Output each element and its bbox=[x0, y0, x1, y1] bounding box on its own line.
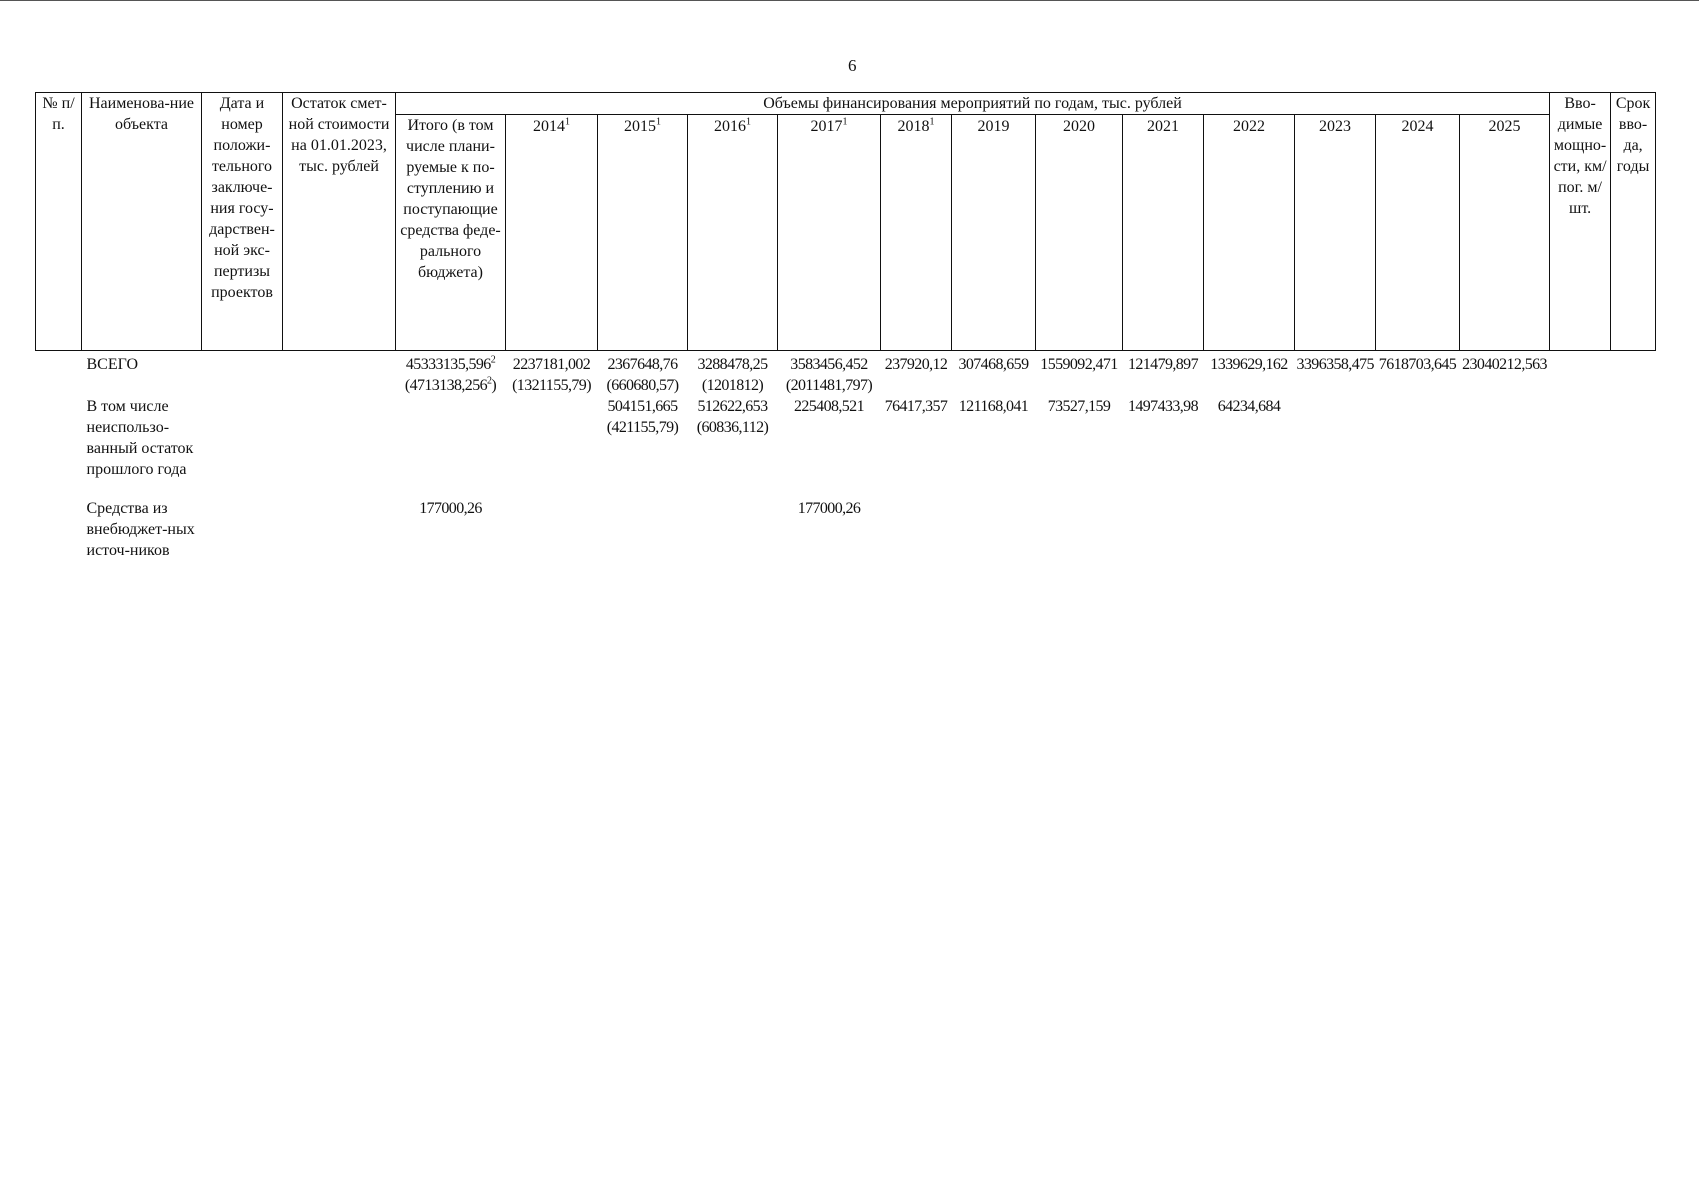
header-year: 2023 bbox=[1295, 115, 1376, 351]
cell-2018: 237920,12 bbox=[884, 356, 948, 373]
cell-2017: 225408,521 bbox=[793, 398, 864, 415]
top-border-line bbox=[0, 0, 1699, 1]
header-term: Срок вво-да, годы bbox=[1611, 93, 1656, 351]
header-year: 2021 bbox=[1123, 115, 1204, 351]
table-row-offbudget bbox=[36, 498, 1656, 561]
cell-2024: 7618703,645 bbox=[1378, 356, 1457, 373]
cell-2021: 1497433,98 bbox=[1127, 398, 1198, 415]
table-row-unused bbox=[36, 396, 1656, 480]
cell-2014: 2237181,002 (1321155,79) bbox=[512, 356, 591, 394]
cell-2025: 23040212,563 bbox=[1462, 356, 1547, 373]
header-year: 2016$^1$ bbox=[688, 115, 778, 351]
page-number: 6 bbox=[848, 56, 857, 75]
row-label: В том числе неиспользо-ванный остаток прошлого года bbox=[86, 398, 194, 478]
header-year: 2017$^1$ bbox=[778, 115, 881, 351]
header-year: 2014$^1$ bbox=[506, 115, 598, 351]
cell-2022: 1339629,162 bbox=[1210, 356, 1288, 373]
cell-2017: 3583456,452 (2011481,797) bbox=[785, 356, 873, 394]
cell-2019: 121168,041 bbox=[958, 398, 1029, 415]
header-object-name: Наименова-ние объекта bbox=[82, 93, 202, 351]
cell-total: 45333135,596$^2$ (4713138,256$^2$) bbox=[404, 354, 497, 394]
row-label: Средства из внебюджет-ных источ-ников bbox=[86, 500, 195, 559]
header-year: 2018$^1$ bbox=[881, 115, 952, 351]
cell-2020: 1559092,471 bbox=[1040, 356, 1118, 373]
cell-2023: 3396358,475 bbox=[1296, 356, 1374, 373]
cell-2015: 2367648,76 (660680,57) bbox=[606, 356, 679, 394]
header-year: 2020 bbox=[1036, 115, 1123, 351]
header-expertise-date: Дата и номер положи-тельного заключе-ния госу-дарствен-ной экс-пертизы проектов bbox=[202, 93, 283, 351]
cell-2020: 73527,159 bbox=[1047, 398, 1111, 415]
row-label: ВСЕГО bbox=[86, 356, 139, 373]
header-year: 2019 bbox=[952, 115, 1036, 351]
header-year: 2024 bbox=[1376, 115, 1460, 351]
header-financing-group: Объемы финансирования мероприятий по годам, тыс. рублей bbox=[396, 93, 1550, 115]
header-year: 2022 bbox=[1204, 115, 1295, 351]
header-num: № п/п. bbox=[36, 93, 82, 351]
header-year: 2015$^1$ bbox=[598, 115, 688, 351]
cell-2019: 307468,659 bbox=[958, 356, 1029, 373]
cell-2022: 64234,684 bbox=[1217, 398, 1281, 415]
header-remaining-cost: Остаток смет-ной стоимости на 01.01.2023, тыс. рублей bbox=[283, 93, 396, 351]
cell-2021: 121479,897 bbox=[1127, 356, 1198, 373]
cell-2016: 3288478,25 (1201812) bbox=[697, 356, 768, 394]
financing-table bbox=[35, 92, 1656, 561]
header-year: 2025 bbox=[1460, 115, 1550, 351]
table-row-total bbox=[36, 351, 1656, 397]
cell-total: 177000,26 bbox=[419, 500, 482, 517]
cell-2016: 512622,653 (60836,112) bbox=[696, 398, 769, 436]
cell-2015: 504151,665 (421155,79) bbox=[606, 398, 679, 436]
cell-2018: 76417,357 bbox=[884, 398, 948, 415]
header-capacity: Вво-димые мощно-сти, км/пог. м/шт. bbox=[1550, 93, 1611, 351]
header-total: Итого (в том числе плани-руемые к по-ступлению и поступающие средства феде-рального бюджета) bbox=[396, 115, 506, 351]
cell-2017: 177000,26 bbox=[797, 500, 861, 517]
